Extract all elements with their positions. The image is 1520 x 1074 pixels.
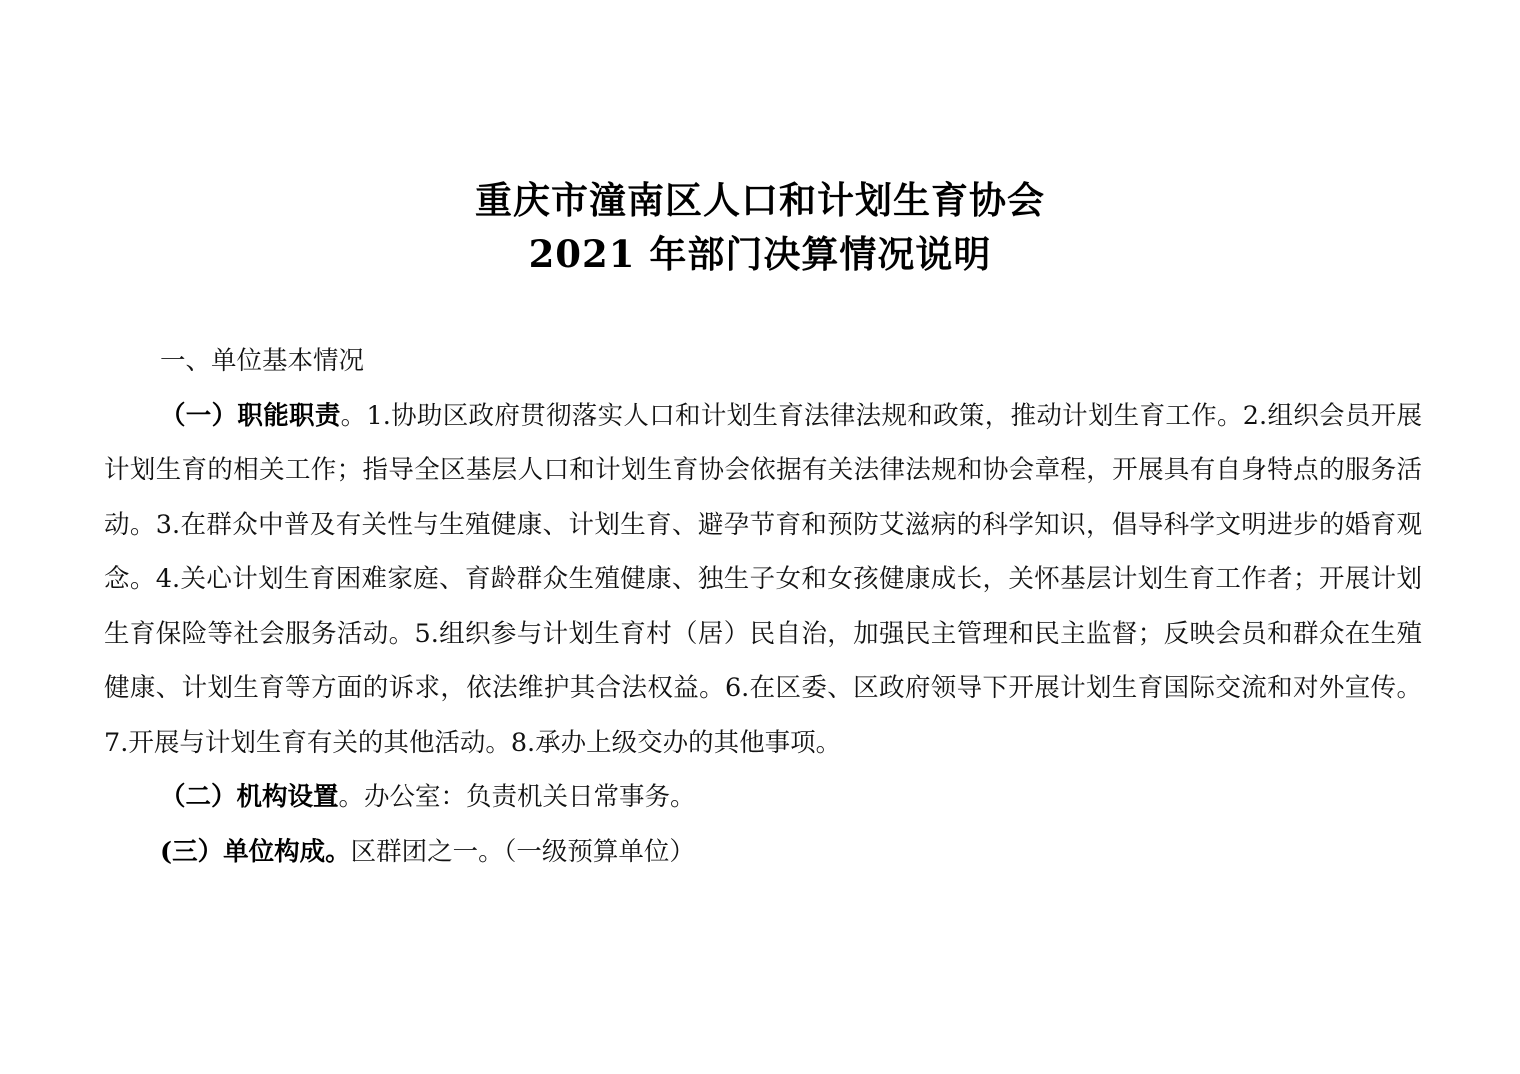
document-title-line2: 2021 年部门决算情况说明 xyxy=(528,232,992,276)
duties-text: 。1.协助区政府贯彻落实人口和计划生育法律法规和政策，推动计划生育工作。2.组织会员开展计划生育的相关工作；指导全区基层人口和计划生育协会依据有关法律法规和协会章程，开展具有自身特点的服务活动。3.在群众中普及有关性与生殖健康、计划生育、避孕节育和预防艾滋病的科学知识，倡导科学文明进步的婚育观念。4.关心计划生育困难家庭、育龄群众生殖健康、独生子女和女孩健康成长，关怀基层计划生育工作者；开展计划生育保险等社会服务活动。5.组织参与计划生育村（居）民自治，加强民主管理和民主监督；反映会员和群众在生殖健康、计划生育等方面的诉求，依法维护其合法权益。6.在区委、区政府领导下开展计划生育国际交流和对外宣传。7.开展与计划生育有关的其他活动。8.承办上级交办的其他事项。 xyxy=(104,400,1422,758)
organization-label: （二）机构设置 xyxy=(160,782,339,812)
document-body xyxy=(104,334,1422,879)
section-heading-basic-info: 一、单位基本情况 xyxy=(160,346,365,376)
duties-label: （一）职能职责 xyxy=(160,400,341,431)
document-title-line1: 重庆市潼南区人口和计划生育协会 xyxy=(475,178,1045,222)
composition-label: (三）单位构成。 xyxy=(160,836,351,867)
paragraph-duties xyxy=(104,389,1422,771)
organization-text: 。办公室：负责机关日常事务。 xyxy=(338,782,696,812)
paragraph-organization xyxy=(104,770,1422,825)
paragraph-composition xyxy=(104,825,1422,880)
composition-text: 区群团之一。（一级预算单位） xyxy=(350,836,695,867)
